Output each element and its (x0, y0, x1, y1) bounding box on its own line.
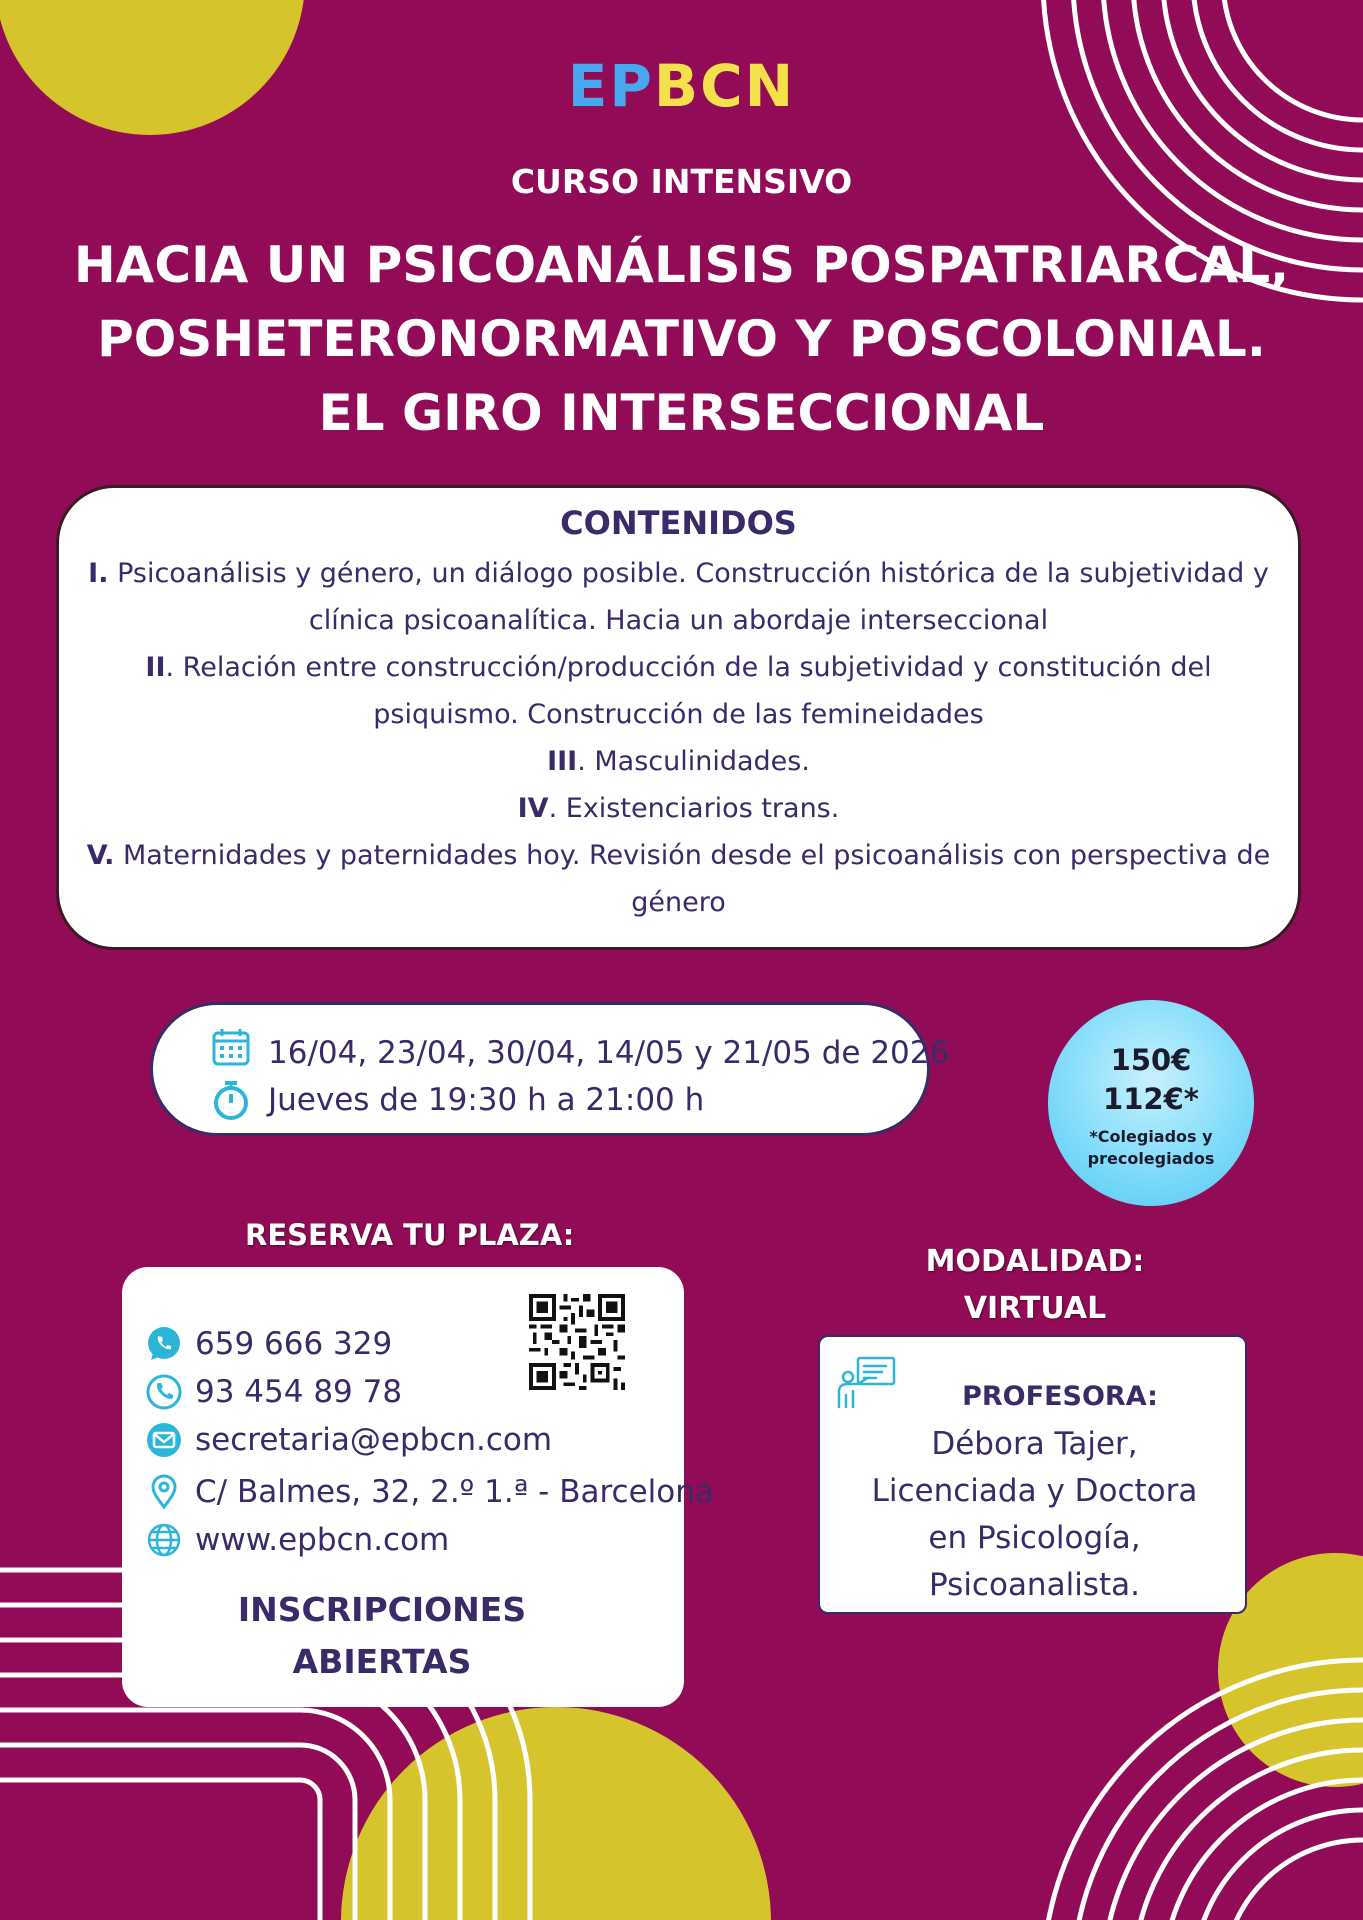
phone-icon (145, 1373, 183, 1411)
contents-item (71, 785, 1286, 832)
price-note (1048, 1126, 1254, 1170)
calendar-icon (211, 1027, 251, 1067)
modality-line: MODALIDAD: VIRTUAL (925, 1244, 1145, 1326)
enrollment-open-notice (122, 1584, 642, 1688)
contact-text: C/ Balmes, 32, 2.º 1.ª - Barcelona (195, 1474, 714, 1510)
course-title (40, 228, 1323, 450)
course-dates: 16/04, 23/04, 30/04, 14/05 y 21/05 de 2026 (268, 1035, 950, 1071)
contents-item-number: IV (517, 793, 549, 824)
logo-part-bcn: BCN (653, 52, 796, 120)
contact-box (122, 1267, 714, 1707)
qr-code[interactable] (529, 1294, 625, 1390)
contents-item-text: . Relación entre construcción/producción de la subjetividad y constitución del psiquismo. Construcción de las femineidades (165, 652, 1212, 730)
enrollment-line: INSCRIPCIONES (237, 1590, 527, 1629)
contents-box (56, 485, 1301, 950)
reserve-label: RESERVA TU PLAZA: (245, 1218, 575, 1252)
price-note-line: *Colegiados y (1089, 1127, 1213, 1146)
teacher-description (820, 1421, 1249, 1609)
contents-item-text: . Existenciarios trans. (548, 793, 840, 824)
teacher-line: en Psicología, (928, 1520, 1141, 1556)
contact-website[interactable] (145, 1518, 449, 1562)
title-line: HACIA UN PSICOANÁLISIS POSPATRIARCAL, (73, 236, 1290, 294)
schedule-box (150, 1002, 950, 1136)
contact-text: www.epbcn.com (195, 1522, 450, 1558)
contents-item-text: Psicoanálisis y género, un diálogo posible. Construcción histórica de la subjetividad y clínica psicoanalítica. Hacia un abordaje interseccional (108, 558, 1269, 636)
epbcn-logo (0, 52, 1363, 120)
teacher-line: Psicoanalista. (929, 1567, 1140, 1603)
contents-item (71, 550, 1286, 644)
contents-item-number: I. (88, 558, 109, 589)
contact-whatsapp[interactable] (145, 1322, 392, 1366)
location-pin-icon (145, 1473, 183, 1511)
title-line: EL GIRO INTERSECCIONAL (318, 384, 1045, 442)
price-reduced: 112€* (1103, 1082, 1199, 1116)
contents-item-number: II (145, 652, 166, 683)
price-badge (1048, 1000, 1254, 1206)
teacher-label: PROFESORA: (962, 1381, 1158, 1412)
whatsapp-icon (145, 1325, 183, 1363)
contact-text: secretaria@epbcn.com (195, 1422, 553, 1458)
enrollment-line: ABIERTAS (292, 1642, 472, 1681)
price-standard: 150€ (1110, 1043, 1192, 1077)
yellow-circle-bottom (341, 1707, 771, 1920)
title-line: POSHETERONORMATIVO Y POSCOLONIAL. (97, 310, 1266, 368)
contents-item-number: III (547, 746, 578, 777)
contents-item-text: Maternidades y paternidades hoy. Revisión desde el psicoanálisis con perspectiva de género (114, 840, 1271, 918)
email-icon (145, 1421, 183, 1459)
contents-heading: CONTENIDOS (560, 504, 797, 542)
contents-item-number: V. (86, 840, 115, 871)
contents-item (71, 832, 1286, 926)
contents-list (59, 550, 1298, 926)
globe-icon (145, 1521, 183, 1559)
contact-phone[interactable] (145, 1370, 402, 1414)
teacher-box (818, 1335, 1247, 1614)
contact-email[interactable] (145, 1418, 552, 1462)
course-kicker: CURSO INTENSIVO (510, 162, 853, 201)
stopwatch-icon (211, 1079, 251, 1121)
contact-text: 659 666 329 (195, 1326, 393, 1362)
contents-item (71, 738, 1286, 785)
contents-item-text: . Masculinidades. (577, 746, 810, 777)
presentation-teacher-icon (836, 1355, 898, 1413)
contact-address (145, 1470, 714, 1514)
teacher-line: Licenciada y Doctora (871, 1473, 1198, 1509)
contents-item (71, 644, 1286, 738)
price-note-line: precolegiados (1087, 1149, 1215, 1168)
course-time: Jueves de 19:30 h a 21:00 h (268, 1082, 705, 1118)
teacher-line: Débora Tajer, (931, 1426, 1138, 1462)
contact-text: 93 454 89 78 (195, 1374, 403, 1410)
logo-part-ep: EP (567, 52, 654, 120)
